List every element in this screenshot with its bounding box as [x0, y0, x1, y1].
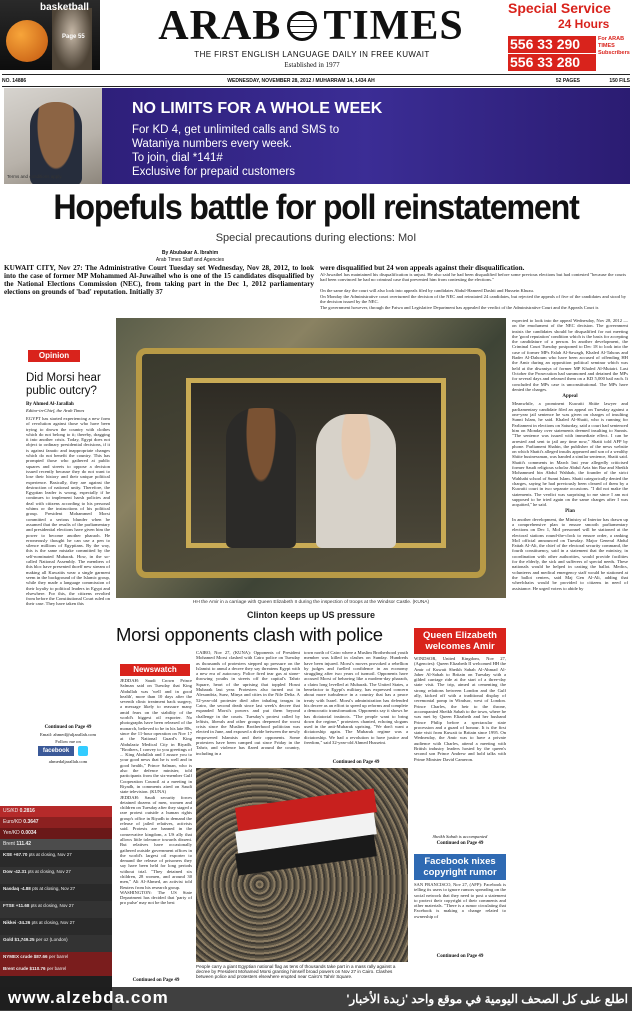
market-value: -34.26 [17, 920, 31, 925]
lead-paragraph-3: On the same day the court will also look into appeals filed by candidates Abdul-Hameed Dashti and Hussein Khuzu. [320, 288, 534, 293]
phone-number-2: 556 33 280 [508, 54, 596, 71]
footer-url[interactable]: www.alzebda.com [8, 988, 169, 1007]
page-count: 52 PAGES [555, 77, 580, 84]
queen-headline: Queen Elizabeth welcomes Amir [414, 628, 506, 654]
facebook-badge[interactable]: facebook [38, 746, 74, 756]
market-panel [0, 806, 112, 1010]
market-value: 0.0034 [21, 830, 37, 836]
info-bar [2, 76, 630, 85]
morsi-continued: Continued on Page 49 [332, 760, 380, 765]
market-value: 0.3647 [23, 819, 39, 825]
lead-intro-right: were disqualified but 24 won appeals against their disqualification. [320, 264, 525, 272]
market-note: per barrel [46, 966, 67, 971]
market-row [0, 901, 112, 918]
crowd-photo[interactable] [196, 768, 408, 962]
established: Established in 1977 [284, 61, 340, 69]
twitter-icon[interactable] [78, 746, 88, 756]
market-row [0, 918, 112, 935]
market-row [0, 884, 112, 901]
man-with-phone-image [30, 102, 82, 184]
ad-line-4: Exclusive for prepaid customers [132, 166, 295, 178]
lead-headline: Hopefuls battle for poll reinstatement [53, 188, 579, 227]
market-note: pts at closing, Nov 27 [28, 852, 72, 857]
morsi-col-3: town north of Cairo where a Muslim Brotherhood youth member was killed in clashes on Sunday. Hundreds have been injured. Morsi's moves provoked a rebellion by judges and fuelled confidence in an economy struggling after two years of turmoil. Opponents have accused Morsi of behaving like a modern-day pharaoh, a claim long levelled at Mubarak. The United States, a benefactor to Egypt's military, has expressed concern about more turbulence in a country that has a peace treaty with Israel. Morsi's administration has defended his decree as an effort to speed up reforms and complete a democratic transformation. Opponents say it shows he has dictatorial instincts. "The people want to bring down the regime," protesters chanted, echoing slogans used in the anti-Mubarak uprising. "We don't want a dictatorship again. The Mubarak regime was a dictatorship. We had a revolution to have justice and freedom," said 32-year-old Ahmed Husseini. [304, 650, 408, 746]
opinion-headline: Did Morsi hear public outcry? [26, 372, 101, 397]
lead-paragraph-5: The government however, through the Fatwa and Legislative Department has appealed the verdict of the Administrative Court and the Appeals Court is [320, 305, 599, 310]
opinion-email-address[interactable]: ahmed@aljarallah.com [53, 732, 97, 737]
market-note: pts at closing, Nov 27 [32, 886, 76, 891]
market-row [0, 806, 112, 817]
basketball-ball-image [6, 20, 48, 62]
phone-number-1: 556 33 290 [508, 36, 596, 53]
ad-line-2: Wataniya numbers every week. [132, 138, 293, 150]
lead-right-text-2: Meanwhile, a prominent Kuwaiti Shiite lawyer and parliamentary candidate filed an appeal on Tuesday against a one-year jail sentence he was given on charges of insulting Sunni Islam, he said. Khaled Al-Shatti, who is running for Parliament in elections on Saturday, said a court had sentenced him on Monday over statements deemed insulting to Sunnis. "The sentence was issued with immediate effect. I can be arrested and sent to jail any time now," Shatti told AFP by phone. Parliament Shahin, the publisher of the news website on which Shatti's alleged insults appeared and son of a wealthy Shiite businessman, was handed a similar sentence, Shatti said. Shatti's comments in March last year allegedly criticised former Saudi religious scholar Abdul Aziz bin Baz and Sheikh Mohammed bin Abdul Wahhab, the founder of the strict Wahhabi school of Sunni Islam. Shatti categorically denied the charges, saying he had previously been cleared of them by a Kuwaiti court in two separate occasions. "I did not make the statements. The verdict was surprising to me since I am not supposed to be tried again on the same charges after I was acquitted," he said. [512, 401, 628, 508]
morsi-headline: Morsi opponents clash with police [116, 624, 383, 645]
issue-date: WEDNESDAY, NOVEMBER 28, 2012 / MUHARRAM 14, 1434 AH [227, 77, 375, 84]
opinion-body: EGYPT has started experiencing a new form of revolution against those who have been trying to drown the country with clothes which do not belong to it; thereby, dragging it into another crisis. Today, Egypt does not object to ordinary presidential decisions, if it is against fanatic and inappropriate changes which do not benefit the country. This has prompted those who gathered at public squares and streets to oppose a decision issued recently because they do not want to lose their history and their unique political experience. Basically, they are against the destruction of national unity. Therefore, the Egyptian leader is wrong, especially if he continues to implement harsh policies and deal with citizens according to his personal whims or the instructions of his political group. President Mohammed Morsi committed a serious blunder when he assumed that the results of the parliamentary and presidential elections have given him the power to become another pharaoh. He erroneously thought he can use a pen to silence millions of Egyptians. By the way, this is the same mistake committed by the self-nominated Mubarak. How, in the so-called National Assembly. The members of this bloc have presented thoeff new stream of making all Kuwaitis wear a single garment seem in the background of the Islamic group, while they made a language commission of their loyalty to political leaders in Egypt and elsewhere. For this, the citizens revolted from before the Constitutional Court ruled on their case. They have taken this [26, 416, 110, 607]
follow-label: Follow me on [55, 739, 81, 744]
twitter-handle[interactable]: ahmedaljarallah.com [48, 759, 88, 764]
wataniya-ad[interactable] [102, 88, 630, 184]
masthead-rule-bottom [2, 86, 630, 87]
footer-arabic: اطلع على كل الصحف اليومية في موقع واحد 'زبدة الأخبار' [346, 992, 628, 1006]
subscribers-note: For ARAB TIMES Subscribers [598, 36, 630, 56]
queen-byline: Sheikh Sabah is accompanied [432, 834, 488, 839]
crowd-photo-caption: People carry a giant Egyptian national flag as tens of thousands take part in a mass rally against a decree by President Mohamed Morsi granting himself broad powers on Nov 27 in Cairo. Clashes between police and protesters elsewhere erupted near Cairo's Tahrir Square. [196, 964, 396, 980]
market-label: KSE [3, 852, 13, 857]
market-value: +67.70 [13, 852, 28, 857]
market-label: Gold [3, 937, 14, 942]
logo-times: TIMES [323, 3, 464, 49]
globe-icon [287, 11, 317, 41]
opinion-email-label: Email: [39, 732, 53, 737]
newswatch-body [120, 678, 192, 974]
queen-continued: Continued on Page 49 [436, 841, 484, 846]
market-label: Nasdaq [3, 886, 20, 891]
ad-fine-print: Terms and conditions apply. [7, 174, 63, 179]
masthead-rule-top [2, 74, 630, 75]
lead-right-text-1: expected to look into the appeal Wednesday, Nov 28, 2012 — on the emolument of the NEC decision. The government insists the candidates should be disqualified for not meeting the 'good reputation' condition which is the basis for accepting the candidature of a person. In another development, the Criminal Court Tuesday postponed to Dec 18 to look into the case of former MPs Falah Al-Sawagh, Khaled Al-Tahous and Bader Al-Dahoum who have been accused of offending HH the Amir during an opposition political seminar which was held at the diwaniya of former MP Khaled Al-Mutairi. Last October the Prosecution had summoned and detained the MPs for several days and released them on a KD 5,000 bail each. It concluded the MPs case is unconstitutional. The MPs have denied the charges. [512, 318, 628, 392]
market-row [0, 850, 112, 867]
plan-subhead: Plan [565, 509, 575, 515]
market-value: +11.68 [15, 903, 30, 908]
newswatch-tag: Newswatch [120, 664, 190, 676]
market-value: $110.76 [29, 966, 46, 971]
market-value: 0.2816 [19, 808, 35, 814]
market-row [0, 952, 112, 964]
market-row [0, 964, 112, 976]
market-row [0, 817, 112, 828]
newswatch-text-3: WASHINGTON: The US State Department has decided that 'party of pro pulse' may not be the best [120, 889, 192, 906]
issue-number: NO. 14886 [2, 77, 27, 84]
lead-right-column [512, 318, 628, 1011]
market-value: -4.88 [20, 886, 31, 891]
lead-paragraph-2: Al-Juwaihel has maintained his disqualification is unjust. He also said he had been disqualified before some previous elections but had contested "because the courts had been convinced he had no criminal case that prevented him from contesting the elections." [320, 272, 626, 283]
basketball-label: basketball [40, 2, 89, 13]
carriage-photo-caption: HH the Amir in a carriage with Queen Elizabeth II during the inspection of troops at the Windsor Castle. (KUNA) [192, 600, 430, 605]
lead-paragraph-4: On Monday the Administrative court overturned the decision of the NEC and reinstated 24 candidates, but rejected the appeals of five of the candidates and stood by the decision issued by the NEC. [320, 294, 626, 305]
market-note: per oz (London) [35, 937, 68, 942]
morsi-col-2: CAIRO, Nov 27, (KUNA): Opponents of President Mohamed Morsi clashed with Cairo police on Tuesday as thousands of protesters stepped up pressure on the Islamist to annul a decree they say threatens Egypt with a new era of autocracy. Police fired tear gas at stone-throwing youths in streets off the capital's Tahrir Square, heart of the uprising that toppled Hosni Mubarak last year. Protesters also turned out in Alexandria, Suez, Minya and cities in the Nile Delta. A 52-year-old protester died after inhaling teargas in Cairo, the second death since last week's decree that expanded Morsi's powers and put them beyond challenge in the courts. Tuesday's protest called by leftists, liberals and other groups deepened the worst crisis since the Muslim Brotherhood politician was elected in June, and exposed a divide between the newly empowered Islamists and their opponents. Some protesters have been camped out since Friday in the Tahrir, and violence has flared around the country, including in a [196, 650, 300, 756]
logo-title [146, 4, 476, 48]
market-note: pts at closing, Nov 27 [30, 903, 74, 908]
special-service-title: Special Service [508, 0, 611, 16]
lead-byline-org: Arab Times Staff and Agencies [155, 257, 225, 263]
wataniya-ad-photo[interactable] [4, 88, 102, 184]
market-label: Yen/KD [3, 830, 20, 836]
market-note: pts at closing, Nov 27 [31, 920, 75, 925]
market-label: Brent [3, 841, 15, 847]
lead-right-text-3: In another development, the Ministry of Interior has drawn up a comprehensive plan to ensure smooth parliamentary elections on Dec 1, MoI personnel will be stationed at the electoral stations round-the-clock to ensure order, a ranking MoI official announced on Tuesday. Major General Abdul Fattah Al-Ali, the chief of the electoral security command, the fourth constituency, said in a statement that the ministry, in coordination with other authorities, would provide facilities for the elderly, the sick and sufferers of special needs. These nationals would be helped in casting the ballot. Medics, volunteers and medical emergency staff would be stationed at the ballot centers, said Maj Gen Al-Ali, adding that wheelchairs would be provided to citizens in need of assistance. He urged voters to abide by [512, 516, 628, 591]
lead-intro-left: KUWAIT CITY, Nov 27: The Administrative Court Tuesday set Wednesday, Nov 28, 2012, to look into the case of former MP Mohammed Al-Juwaihel who is one of the 15 candidates disqualified by the National Elections Commission (NEC), from taking part in the Dec 1, 2012 parliamentary elections on grounds of 'bad' reputation. Initially 37 [4, 264, 314, 296]
ad-line-3: To join, dial *141# [132, 152, 223, 164]
market-row [0, 828, 112, 839]
newswatch-text-1: JEDDAH: Saudi Crown Prince Salman said on Tuesday that King Abdullah was 'well and in good health', more than 10 days after the seventh clinic treatment back surgery, a message likely to reassure many amid fears on the stability of the world's biggest oil exporter. No photographs have been released of the monarch, believed to be in his late 80s, since the 11-hour operation on Nov 17 at the National Guard's King Abdulaziz Medical City in Riyadh. "Brothers, I convey to you greetings of ... King Abdullah and I assure you to your good news that he is well and in good health," Prince Salman, who is also the defence minister, told participants from the six-member Gulf Cooperation Council at a meeting in Riyadh, in comments aired on Saudi state television. (KUNA) [120, 678, 192, 795]
opinion-continued: Continued on Page 49 [44, 725, 92, 730]
lead-byline: By Abubakar A. Ibrahim [161, 250, 219, 256]
facebook-body: SAN FRANCISCO, Nov 27, (AFP): Facebook is telling its users to ignore rumors spreading on the social network that they need to post a statement to protect their copyright of their comments and other materials. "There is a rumor circulating that Facebook is making a change related to ownership of [414, 882, 506, 919]
market-value: 111.42 [16, 841, 32, 847]
market-row [0, 867, 112, 884]
opinion-role: Editor-in-Chief, the Arab Times [26, 408, 85, 413]
lead-subhead: Special precautions during elections: MoI [215, 232, 417, 244]
market-label: FTSE [3, 903, 15, 908]
opinion-tag: Opinion [28, 350, 80, 362]
ad-headline: NO LIMITS FOR A WHOLE WEEK [132, 100, 383, 117]
carriage-photo[interactable] [116, 318, 506, 598]
market-value: $87.66 [33, 954, 48, 959]
tagline: THE FIRST ENGLISH LANGUAGE DAILY IN FREE KUWAIT [194, 50, 430, 59]
basketball-promo[interactable] [0, 0, 100, 70]
market-label: US/KD [3, 808, 19, 814]
market-label: NYMEX crude [3, 954, 33, 959]
ad-line-1: For KD 4, get unlimited calls and SMS to [132, 124, 340, 136]
newswatch-continued: Continued on Page 49 [132, 978, 180, 983]
opinion-byline: By Ahmed Al-Jarallah [26, 402, 74, 407]
market-row [0, 839, 112, 850]
facebook-headline: Facebook nixes copyright rumor [414, 854, 506, 880]
newswatch-text-2: JEDDAH: Saudi security forces detained dozens of men, women and children on Tuesday after they staged a rare protest outside a human rights group's office in Riyadh to demand the release of jailed relatives, activists said. Protests are banned in the conservative kingdom, a US ally that allows little tolerance towards dissent. But relatives have occasionally gathered outside government offices in the world's largest oil exporter to demand the release of prisoners they say have been held for long periods without trial. "They detained six children, 28 women, and around 30 men," Ali Al-Ahmed, an activist told Reuters from his research group. [120, 794, 192, 890]
special-service-hours: 24 Hours [558, 17, 610, 31]
market-label: Brent crude [3, 966, 29, 971]
market-label: Dow [3, 869, 13, 874]
price: 150 FILS [609, 77, 630, 84]
market-value: -42.31 [13, 869, 27, 874]
queen-figure [316, 414, 396, 548]
market-row [0, 935, 112, 952]
market-label: Euro/KD [3, 819, 22, 825]
basketball-page: Page 55 [62, 34, 85, 40]
logo-arab: ARAB [158, 3, 282, 49]
queen-body: WINDSOR, United Kingdom, Nov 27, (Agencies): Queen Elizabeth II welcomed HH the Amir of Kuwait Sheikh Sabah Al-Ahmad Al-Jaber Al-Sabah to Britain on Tuesday with a gilded carriage ride at the start of a three-day state visit. The trip, aimed at cementing the strong relations between London and the Gulf ally, kicked off with a traditional display of ceremonial pomp in Windsor, west of London. Prince Charles, the heir to the throne, accompanied Sheikh Sabah to the town, where he was met by Queen Elizabeth and her husband Prince Philip before a spectacular state procession and a guard of honour. It is the first state visit from Kuwait to Britain since 1995. On Wednesday, the Amir was to have a private audience with Charles, attend a meeting with British industry leaders hosted by the queen's second son Prince Andrew and hold talks with Prime Minister David Cameron. [414, 656, 506, 762]
opinion-email[interactable] [26, 732, 110, 737]
special-service-promo[interactable] [506, 0, 632, 72]
appeal-subhead: Appeal [562, 394, 578, 400]
opinion-column [0, 346, 112, 807]
market-note: per barrel [48, 954, 69, 959]
market-value: $1,749.25 [14, 937, 35, 942]
amir-figure [226, 408, 296, 548]
morsi-kicker: Clinton keeps up US pressure [246, 610, 376, 620]
market-note: pts at closing, Nov 27 [27, 869, 71, 874]
facebook-continued: Continued on Page 49 [436, 954, 484, 959]
market-label: Nikkei [3, 920, 17, 925]
